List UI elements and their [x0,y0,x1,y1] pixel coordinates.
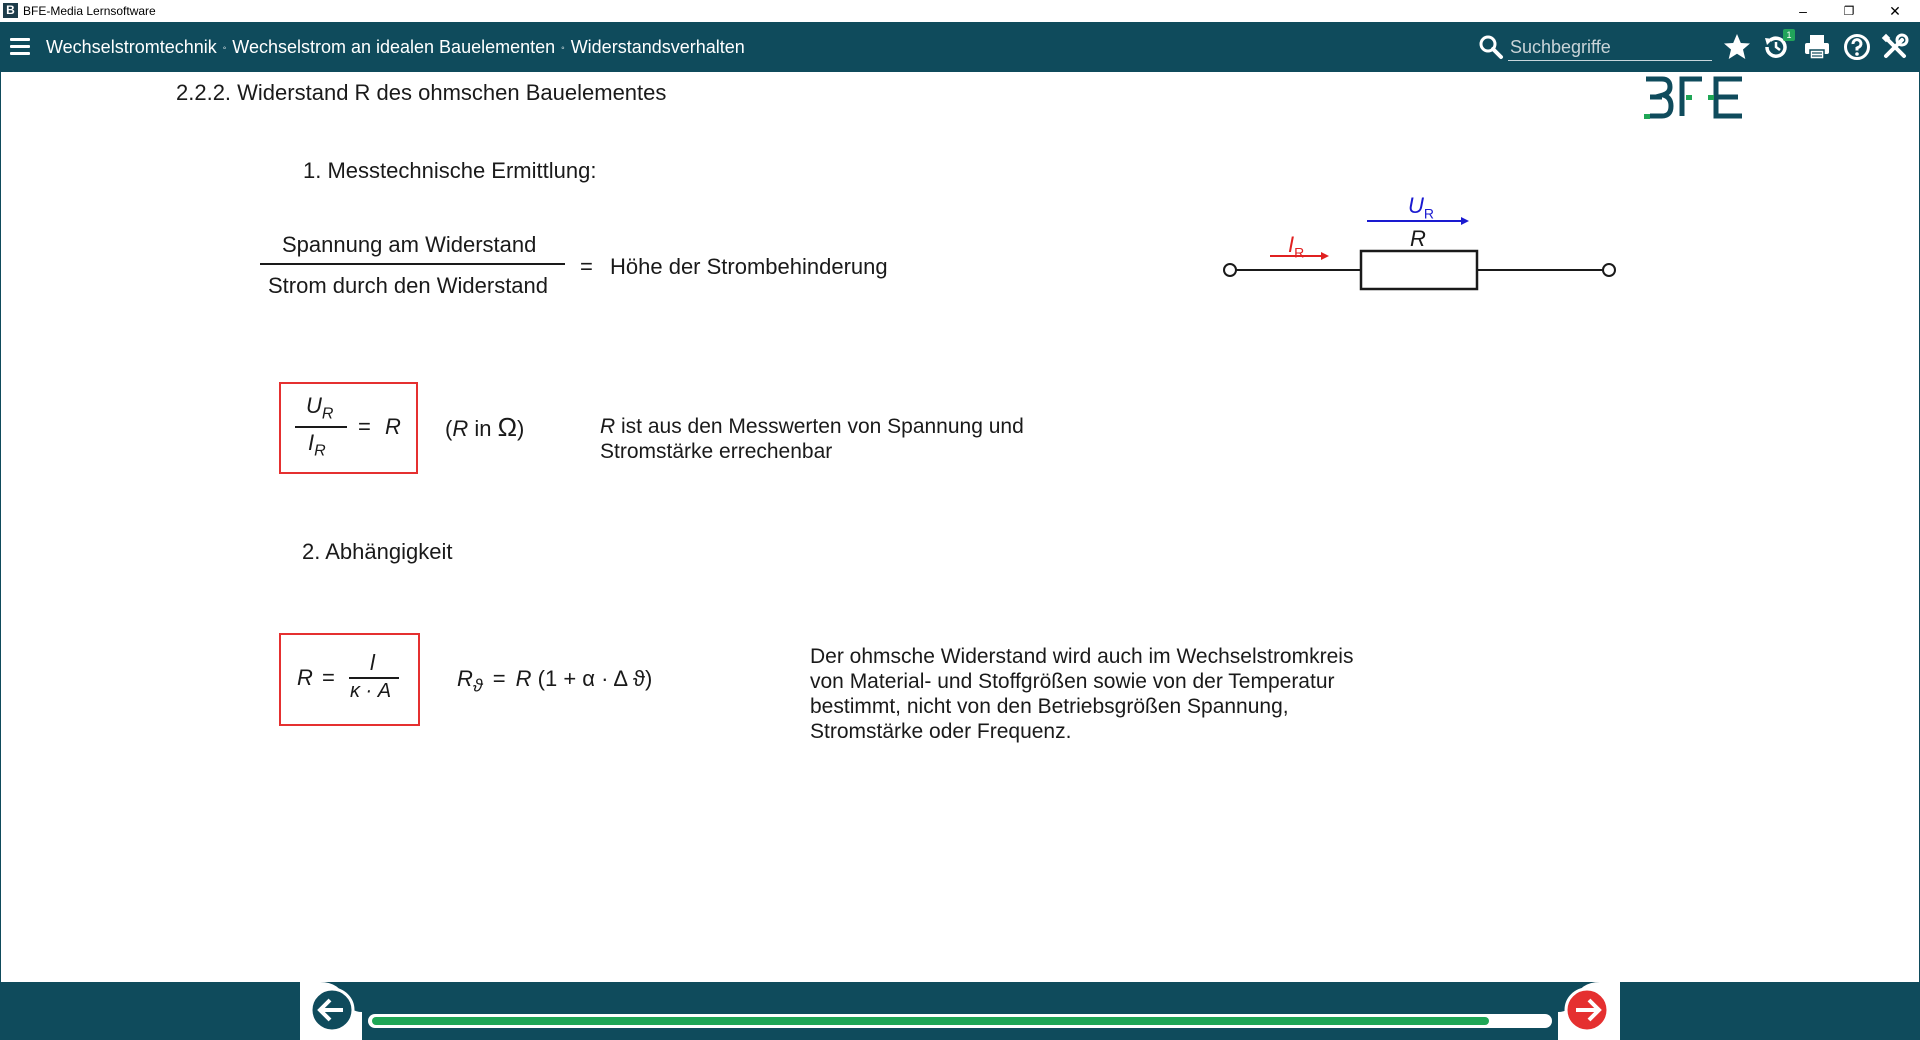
search-icon[interactable] [1478,34,1504,60]
formula1-rhs: R [385,414,401,439]
app-title: BFE-Media Lernsoftware [23,4,156,18]
formula2-denominator: κ · A [350,680,392,702]
formula2-fraction-line [349,677,399,679]
arrow-right-icon[interactable] [1563,986,1611,1034]
result-text: Höhe der Strombehinderung [610,254,888,279]
restore-button[interactable]: ❐ [1843,4,1855,18]
minimize-button[interactable]: – [1799,3,1807,19]
formula1-numerator: $U_R$ [306,393,334,423]
bfe-logo [1644,76,1746,122]
breadcrumb-separator: ◦ [222,42,227,54]
breadcrumb [46,37,745,58]
progress-fill [372,1017,1489,1025]
formula1-fraction-line [295,426,347,428]
voltage-label: $U_R$ [1408,193,1435,222]
formula1-description: R ist aus den Messwerten von Spannung und Stromstärke errechenbar [600,415,1024,463]
print-icon[interactable] [1802,32,1832,62]
menu-icon[interactable] [10,38,30,56]
breadcrumb-item-wechselstromtechnik[interactable]: Wechselstromtechnik [46,37,217,57]
formula2-lhs: R [297,665,313,690]
section-title-measurement: 1. Messtechnische Ermittlung: [303,158,597,183]
unit-note: (R in Ω) [445,412,525,442]
fraction-line [260,263,565,265]
breadcrumb-item-ideale-bauelemente[interactable]: Wechselstrom an idealen Bauelementen [232,37,556,57]
resistor-label: R [1410,226,1426,251]
section-title-dependency: 2. Abhängigkeit [302,539,453,564]
app-icon: B [3,3,18,18]
footer-bar [0,982,1920,1040]
history-badge: 1 [1783,29,1795,41]
tools-icon[interactable] [1880,32,1910,62]
formula1-equals: = [358,414,371,439]
formula1-denominator: $I_R$ [308,430,326,460]
fraction-denominator-text: Strom durch den Widerstand [268,273,549,298]
equals-sign: = [580,254,593,279]
formula2-numerator: l [370,650,375,675]
formula2-description: Der ohmsche Widerstand wird auch im Wechselstromkreis von Material- und Stoffgrößen sowie von der Temperatur bestimmt, nicht von den Betriebsgrößen Spannung, Stromstärke oder Frequenz. [810,645,1354,743]
help-icon[interactable] [1842,32,1872,62]
window-titlebar [0,0,1920,22]
star-icon[interactable] [1722,32,1752,62]
formula2-equals: = [322,665,335,690]
arrow-left-icon[interactable] [308,986,356,1034]
search-input[interactable] [1508,34,1712,61]
app-header [0,22,1920,72]
temperature-formula: $R_ϑ = R$ (1 + α · Δ ϑ) [457,666,653,696]
close-button[interactable]: ✕ [1889,3,1901,19]
resistor-symbol [1361,251,1477,289]
current-label: $I_R$ [1288,232,1305,261]
page-title: 2.2.2. Widerstand R des ohmschen Bauelementes [176,80,667,105]
content-frame [0,72,1920,982]
breadcrumb-separator: ◦ [561,42,565,54]
fraction-numerator-text: Spannung am Widerstand [282,232,537,257]
breadcrumb-item-widerstandsverhalten[interactable]: Widerstandsverhalten [570,37,745,57]
